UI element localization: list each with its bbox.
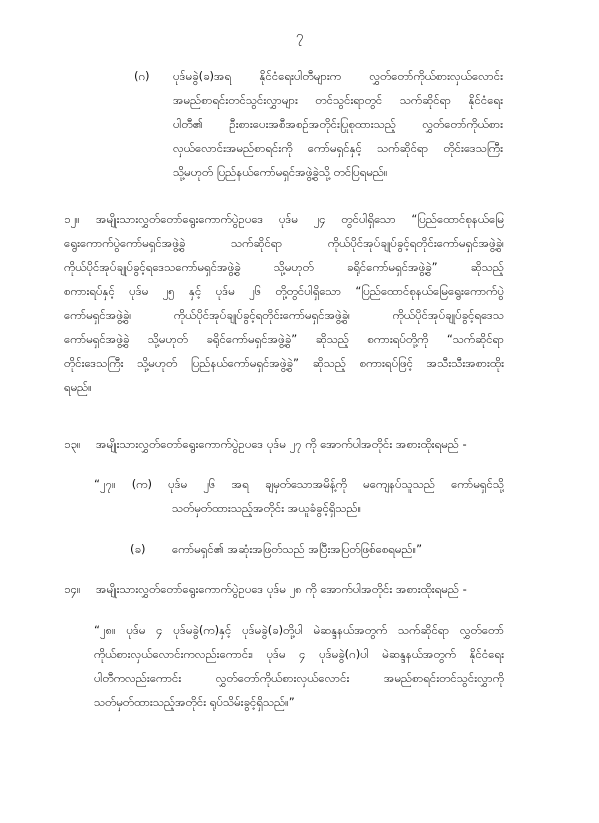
clause-ga-line: ပုဒ်မခွဲ(ခ)အရ နိုင်ငံရေးပါတီများက လွှတ်တော်ကိုယ်စားလှယ်လောင်း <box>173 69 503 83</box>
section-13-intro <box>96 432 504 456</box>
clause-ga-number: (ဂ) <box>134 69 150 83</box>
section-12-number-wrap <box>64 207 94 231</box>
section-12-line: ကိုယ်ပိုင်အုပ်ချုပ်ခွင့်ရဒေသကော်မရှင်အဖွဲ့ခွဲ သို့မဟုတ် ခရိုင်ကော်မရှင်အဖွဲ့ခွဲ” ဆိုသည့် <box>64 260 504 274</box>
section-12-first-line <box>96 207 504 231</box>
section-14-intro-line: အမျိုးသားလွှတ်တော်ရွေးကောက်ပွဲဥပဒေ ပုဒ်မ ၂၈ ကို အောက်ပါအတိုင်း အစားထိုးရမည် - <box>96 582 467 596</box>
section-13-item-ka-cont <box>172 496 504 520</box>
section-14-quote-line: ကိုယ်စားလှယ်လောင်းကလည်းကောင်း၊ ပုဒ်မ ၄ ပုဒ်မခွဲ(ဂ)ပါ မဲဆန္ဒနယ်အတွက် နိုင်ငံရေး <box>94 647 504 661</box>
section-13-number: ၁၃။ <box>64 437 81 451</box>
section-13-number-wrap <box>64 432 94 456</box>
section-12-line: တိုင်းဒေသကြီး သို့မဟုတ် ပြည်နယ်ကော်မရှင်အဖွဲ့ခွဲ” ဆိုသည့် စကားရပ်ဖြင့် အသီးသီးအစားထိုး <box>64 356 504 370</box>
section-12-line: ကော်မရှင်အဖွဲ့ခွဲ၊ ကိုယ်ပိုင်အုပ်ချုပ်ခွင့်ရတိုင်းကော်မရှင်အဖွဲ့ခွဲ၊ ကိုယ်ပိုင်အုပ်ချုပ်ခွင့်ရဒေသ <box>64 308 504 322</box>
clause-ga-line: လှယ်လောင်းအမည်စာရင်းကို ကော်မရှင်နှင့် သက်ဆိုင်ရာ တိုင်းဒေသကြီး <box>173 141 503 155</box>
clause-ga-line: အမည်စာရင်းတင်သွင်းလွှာများ တင်သွင်းရာတွင် သက်ဆိုင်ရာ နိုင်ငံရေး <box>173 93 503 107</box>
section-13-item-kha <box>172 537 504 561</box>
clause-ga-line: သို့မဟုတ် ပြည်နယ်ကော်မရှင်အဖွဲ့ခွဲသို့ တင်ပြရမည်။ <box>173 165 388 179</box>
clause-ga-body <box>173 64 503 184</box>
section-14-quote-line: “၂၈။ ပုဒ်မ ၄ ပုဒ်မခွဲ(က)နှင့် ပုဒ်မခွဲ(ခ)တို့ပါ မဲဆန္ဒနယ်အတွက် သက်ဆိုင်ရာ လွှတ်တော် <box>94 623 504 637</box>
section-14-number-wrap <box>64 577 94 601</box>
section-14-quote-line: ပါတီကလည်းကောင်း လွှတ်တော်ကိုယ်စားလှယ်လောင်း အမည်စာရင်းတင်သွင်းလွှာကို <box>94 671 504 685</box>
section-13-intro-line: အမျိုးသားလွှတ်တော်ရွေးကောက်ပွဲဥပဒေ ပုဒ်မ ၂၇ ကို အောက်ပါအတိုင်း အစားထိုးရမည် - <box>96 437 467 451</box>
section-12-line: အမျိုးသားလွှတ်တော်ရွေးကောက်ပွဲဥပဒေ ပုဒ်မ ၂၄ တွင်ပါရှိသော “ပြည်ထောင်စုနယ်မြေ <box>96 212 504 226</box>
section-12-line: ရွေးကောက်ပွဲကော်မရှင်အဖွဲ့ခွဲ သက်ဆိုင်ရာ ကိုယ်ပိုင်အုပ်ချုပ်ခွင့်ရတိုင်းကော်မရှင်အဖွဲ့ခွဲ၊ <box>64 236 504 250</box>
section-14-number: ၁၄။ <box>64 582 81 596</box>
section-14-quote-line: သတ်မှတ်ထားသည့်အတိုင်း ရုပ်သိမ်းခွင့်ရှိသည်။” <box>94 695 295 709</box>
section-14-intro <box>96 577 504 601</box>
section-12-body <box>64 231 504 399</box>
section-12-line: ရမည်။ <box>64 380 92 394</box>
section-13-item-ka-line: သတ်မှတ်ထားသည့်အတိုင်း အယူခံခွင့်ရှိသည်။ <box>172 501 362 515</box>
section-13-item-ka-line: “၂၇။ (က) ပုဒ်မ ၂၆ အရ ချမှတ်သောအမိန့်ကို မကျေနပ်သူသည် ကော်မရှင်သို့ <box>94 477 504 491</box>
section-12-line: ကော်မရှင်အဖွဲ့ခွဲ သို့မဟုတ် ခရိုင်ကော်မရှင်အဖွဲ့ခွဲ” ဆိုသည့် စကားရပ်တို့ကို “သက်ဆိုင်ရာ <box>64 332 504 346</box>
section-13-item-ka <box>94 472 504 496</box>
section-13-item-kha-text: ကော်မရှင်၏ အဆုံးအဖြတ်သည် အပြီးအပြတ်ဖြစ်စေရမည်။” <box>172 542 423 556</box>
section-13-item-kha-number: (ခ) <box>130 542 146 556</box>
section-12-line: စကားရပ်နှင့် ပုဒ်မ ၂၅ နှင့် ပုဒ်မ ၂၆ တို့တွင်ပါရှိသော “ပြည်ထောင်စုနယ်မြေရွေးကောက်ပွဲ <box>64 284 504 298</box>
section-12-number: ၁၂။ <box>64 212 80 226</box>
section-14-quote <box>94 618 504 714</box>
page-number: ၇ <box>295 29 304 44</box>
clause-ga-line: ပါတီ၏ ဦးစားပေးအစီအစဉ်အတိုင်းပြုစုထားသည့် လွှတ်တော်ကိုယ်စား <box>173 117 503 131</box>
